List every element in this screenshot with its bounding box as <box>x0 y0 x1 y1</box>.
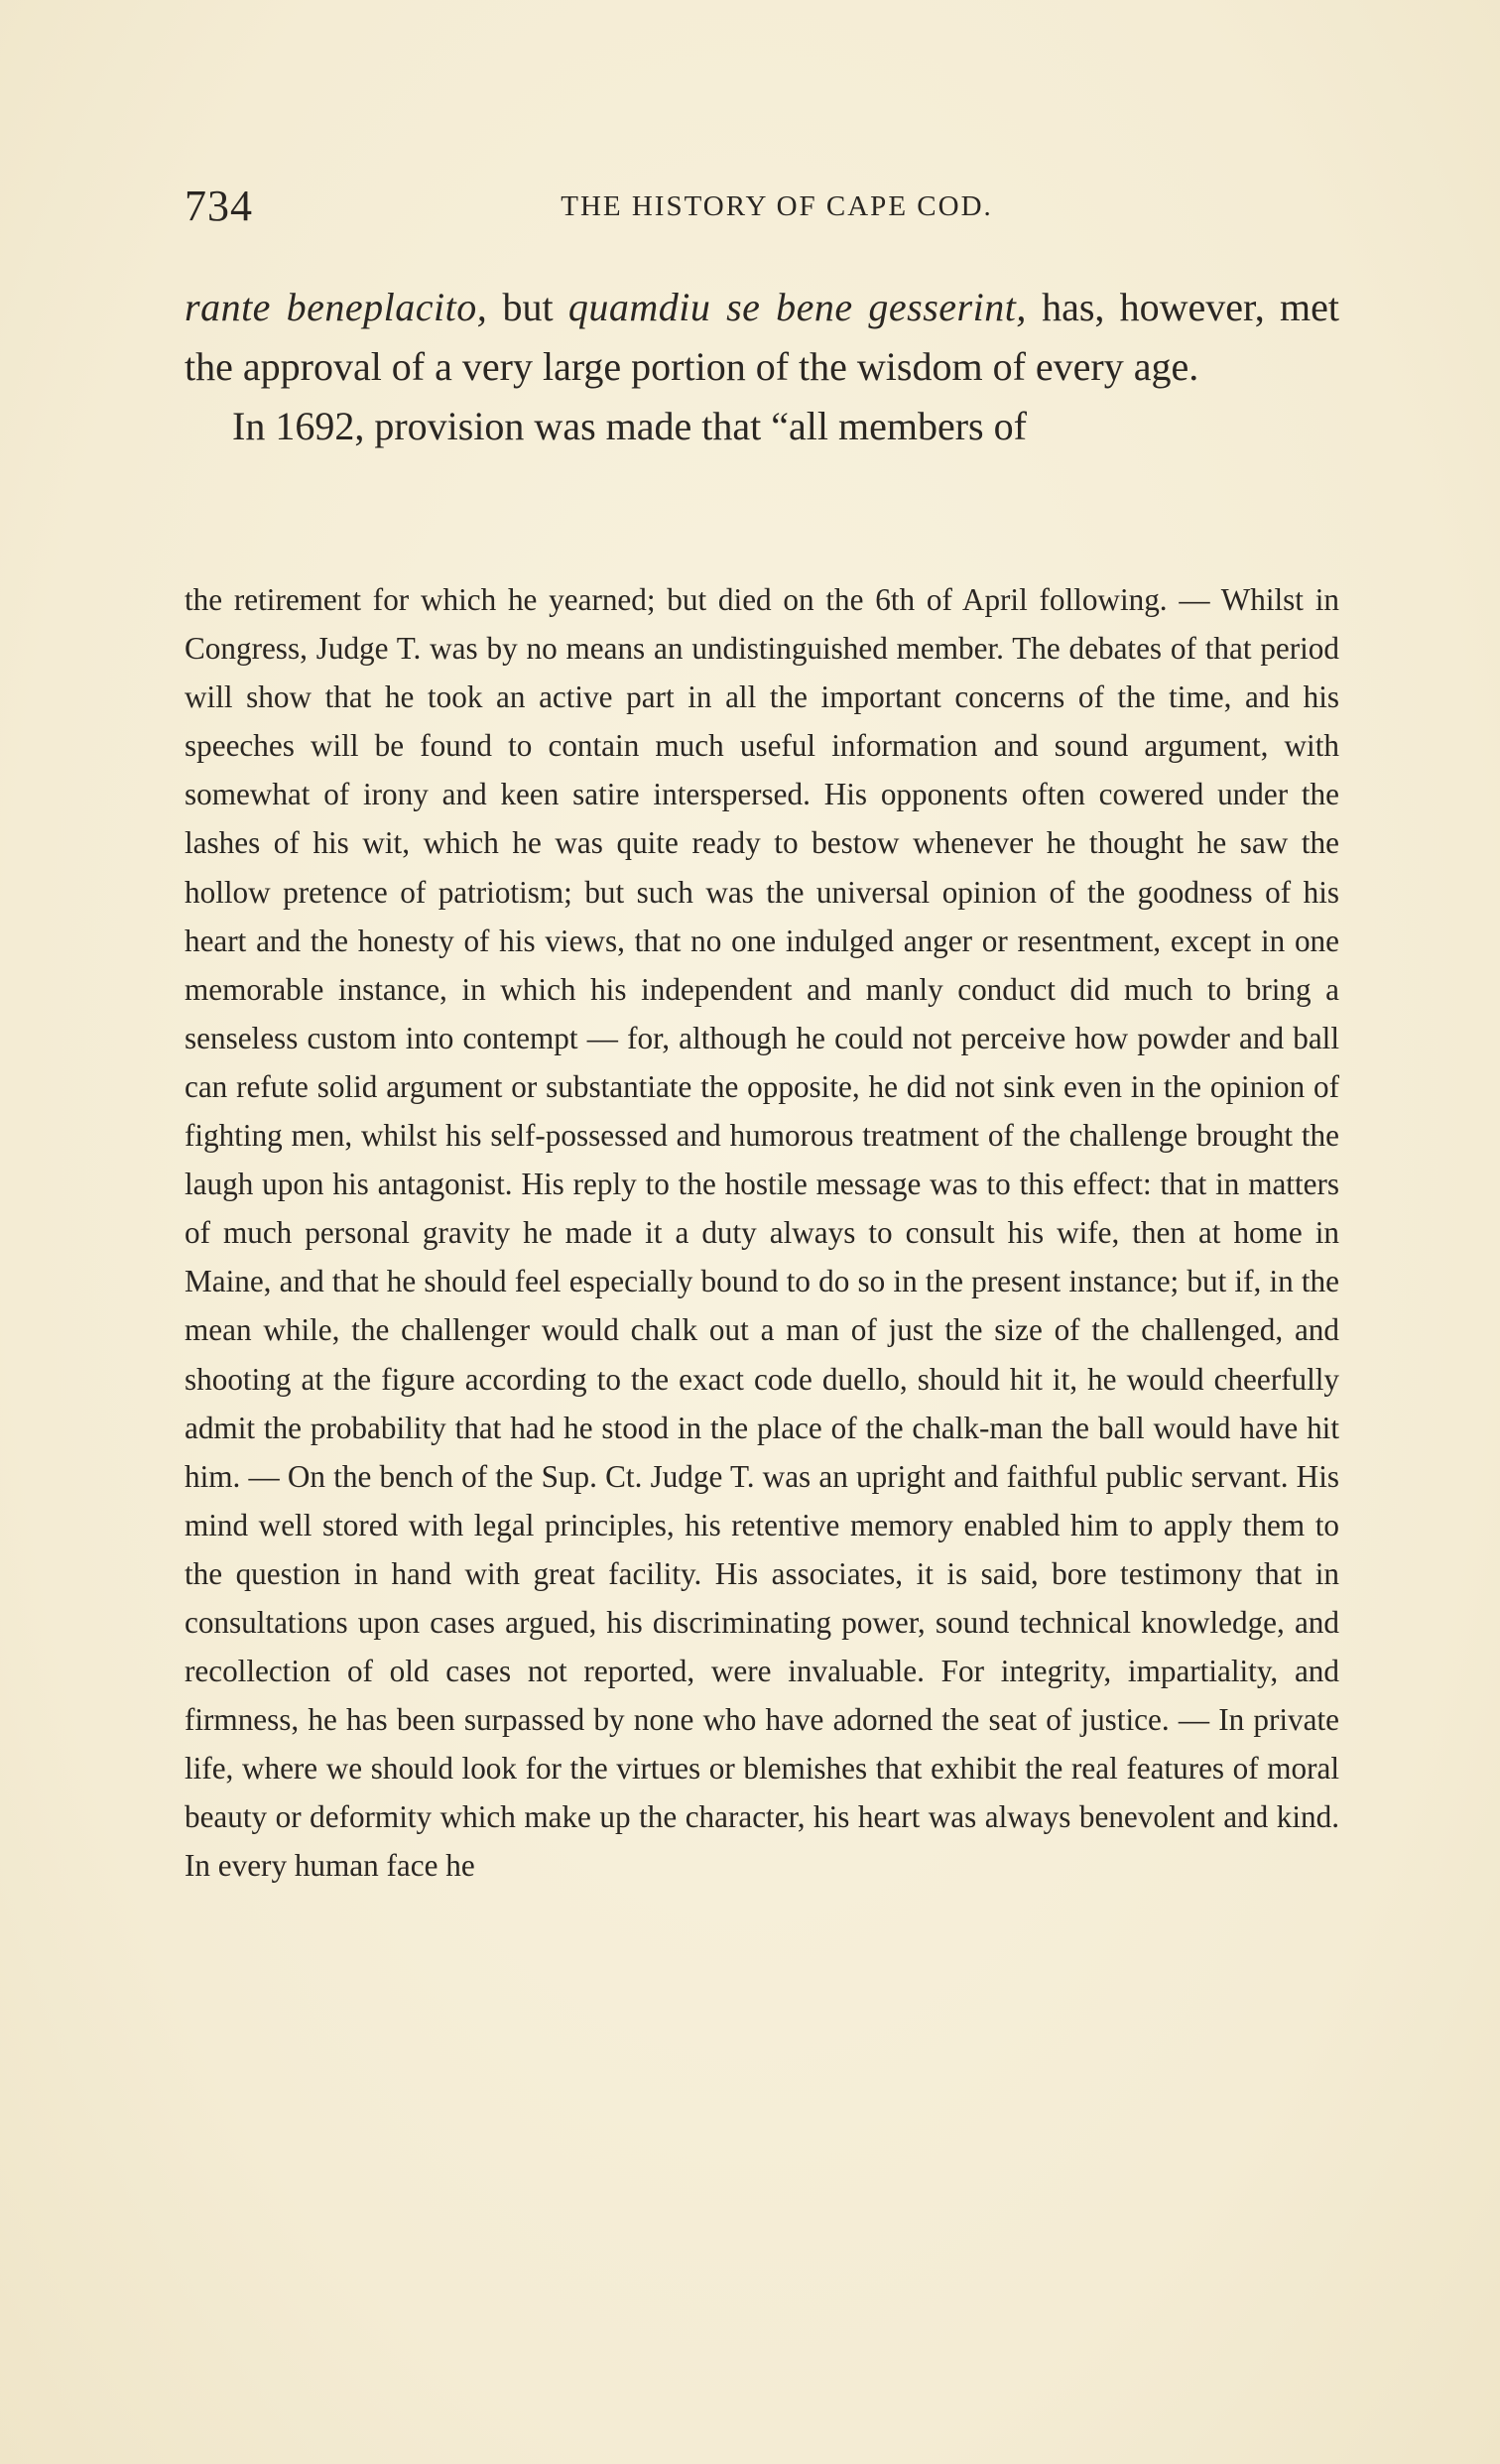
running-head: THE HISTORY OF CAPE COD. <box>561 190 993 222</box>
footnote-block <box>185 575 1339 1891</box>
main-text <box>185 278 1339 456</box>
latin-phrase-2: quamdiu se bene gesserint, <box>567 285 1027 329</box>
page-number: 734 <box>185 182 253 230</box>
main-paragraph-continuation: has, however, met the approval of a very large portion of the wisdom of every age. <box>185 285 1339 389</box>
latin-phrase-1: rante beneplacito, <box>185 285 488 329</box>
footnote-text: the retirement for which he yearned; but died on the 6th of April following. — Whilst in Congress, Judge T. was by no means an undistinguished member. The debates of that period will show that he took an active part in all the important concerns of the time, and his speeches will be found to contain much useful information and sound argument, with somewhat of irony and keen satire interspersed. His opponents often cowered under the lashes of his wit, which he was quite ready to bestow whenever he thought he saw the hollow pretence of patriotism; but such was the universal opinion of the goodness of his heart and the honesty of his views, that no one indulged anger or resentment, except in one memorable instance, in which his independent and manly conduct did much to bring a senseless custom into contempt — for, although he could not perceive how powder and ball can refute solid argument or substantiate the opposite, he did not sink even in the opinion of fighting men, whilst his self-possessed and humorous treatment of the challenge brought the laugh upon his antagonist. His reply to the hostile message was to this effect: that in matters of much personal gravity he made it a duty always to consult his wife, then at home in Maine, and that he should feel especially bound to do so in the present instance; but if, in the mean while, the challenger would chalk out a man of just the size of the challenged, and shooting at the figure according to the exact code duello, should hit it, he would cheerfully admit the probability that had he stood in the place of the chalk-man the ball would have hit him. — On the bench of the Sup. Ct. Judge T. was an upright and faithful public servant. His mind well stored with legal principles, his retentive memory enabled him to apply them to the question in hand with great facility. His associates, it is said, bore testimony that in consultations upon cases argued, his discriminating power, sound technical knowledge, and recollection of old cases not reported, were invaluable. For integrity, impartiality, and firmness, he has been surpassed by none who have adorned the seat of justice. — In private life, where we should look for the virtues or blemishes that exhibit the real features of moral beauty or deformity which make up the character, his heart was always benevolent and kind. In every human face he <box>185 582 1339 1884</box>
main-paragraph-1 <box>185 278 1339 397</box>
main-paragraph-2: In 1692, provision was made that “all members of <box>232 404 1027 448</box>
connector-text: but <box>487 285 568 329</box>
page-header <box>185 181 1339 240</box>
